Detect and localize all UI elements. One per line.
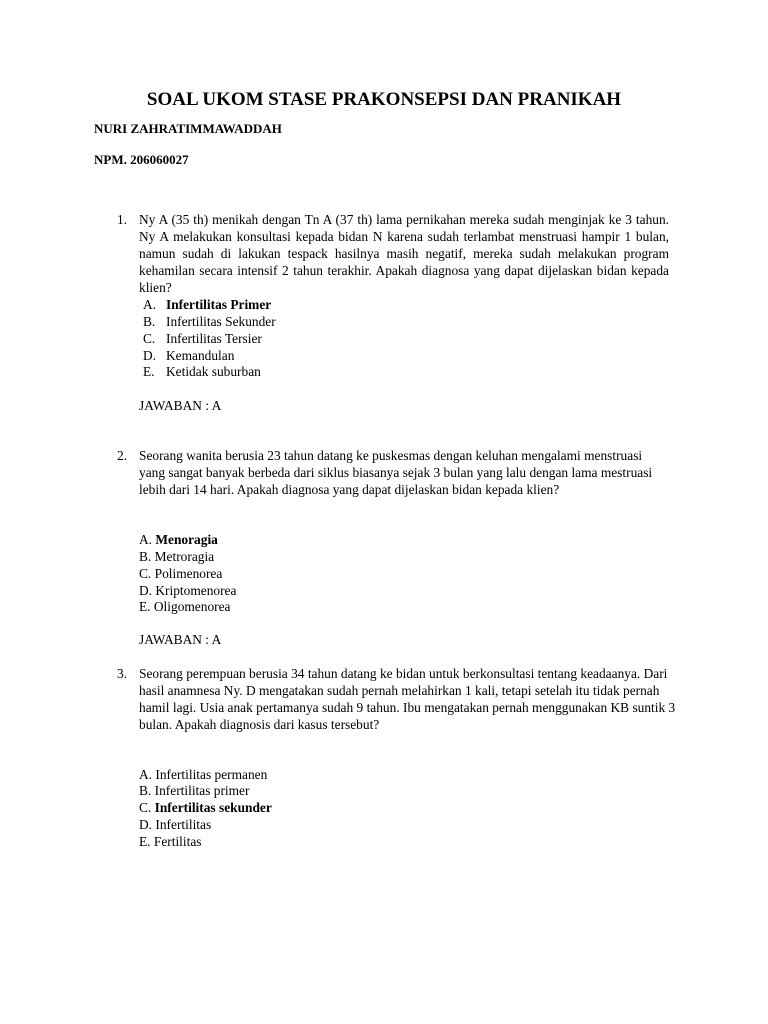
- question-3-option-e: [139, 833, 202, 850]
- option-text: Kemandulan: [166, 348, 235, 363]
- author-name: NURI ZAHRATIMMAWADDAH: [94, 121, 282, 136]
- question-2-text: Seorang wanita berusia 23 tahun datang ke puskesmas dengan keluhan mengalami menstruasi yang sangat banyak berbeda dari siklus biasanya sejak 3 bulan yang lalu dengan lama mestruasi lebih dari 14 hari. Apakah diagnosa yang dapat dijelaskan bidan kepada klien?: [139, 448, 653, 497]
- question-1-option-c: [143, 330, 262, 347]
- option-text: Oligomenorea: [153, 599, 231, 614]
- option-letter: C.: [143, 331, 156, 346]
- question-3-option-a: [139, 766, 267, 783]
- question-1-option-a: [143, 296, 271, 313]
- option-letter: D.: [143, 348, 157, 363]
- question-1-answer: JAWABAN : A: [139, 398, 222, 413]
- option-letter: D.: [139, 583, 153, 598]
- option-letter: B.: [143, 314, 156, 329]
- option-letter: A.: [139, 532, 153, 547]
- option-letter: D.: [139, 817, 153, 832]
- option-text: Infertilitas permanen: [155, 767, 268, 782]
- option-letter: E.: [143, 364, 155, 379]
- question-1-option-b: [143, 313, 276, 330]
- option-text: Kriptomenorea: [155, 583, 237, 598]
- question-2-option-d: [139, 582, 236, 599]
- option-text: Infertilitas primer: [154, 783, 250, 798]
- question-3-option-c: [139, 799, 272, 816]
- option-letter: A.: [139, 767, 153, 782]
- question-3-number: 3.: [117, 666, 128, 681]
- option-text: Metroragia: [154, 549, 215, 564]
- question-1-text: Ny A (35 th) menikah dengan Tn A (37 th) lama pernikahan mereka sudah menginjak ke 3 tahun. Ny A melakukan konsultasi kepada bidan N karena sudah terlambat menstruasi hampir 1 bulan, namun sudah di lakukan tespack hasilnya masih negatif, mereka sudah melakukan program kehamilan secara intensif 2 tahun terakhir. Apakah diagnosa yang dapat dijelaskan bidan kepada klien?: [139, 212, 669, 295]
- student-id: NPM. 206060027: [94, 152, 189, 167]
- option-letter: C.: [139, 800, 152, 815]
- question-1-option-d: [143, 347, 234, 364]
- question-2-option-c: [139, 565, 222, 582]
- question-2-option-a: [139, 531, 218, 548]
- question-3-text: Seorang perempuan berusia 34 tahun datang ke bidan untuk berkonsultasi tentang keadaanya. Dari hasil anamnesa Ny. D mengatakan sudah pernah melahirkan 1 kali, tetapi setelah itu tidak pernah hamil lagi. Usia anak pertamanya sudah 9 tahun. Ibu mengatakan pernah menggunakan KB suntik 3 bulan. Apakah diagnosis dari kasus tersebut?: [139, 666, 676, 732]
- document-title: SOAL UKOM STASE PRAKONSEPSI DAN PRANIKAH: [146, 89, 622, 110]
- question-2-number: 2.: [117, 448, 128, 463]
- option-letter: E.: [139, 599, 151, 614]
- question-3-option-d: [139, 816, 211, 833]
- option-text-correct: Menoragia: [155, 532, 218, 547]
- question-2-option-e: [139, 598, 231, 615]
- option-text-correct: Infertilitas Primer: [166, 297, 272, 312]
- option-letter: B.: [139, 783, 152, 798]
- option-letter: E.: [139, 834, 151, 849]
- option-text: Infertilitas Sekunder: [166, 314, 276, 329]
- question-2-answer: JAWABAN : A: [139, 632, 222, 647]
- option-text: Ketidak suburban: [166, 364, 261, 379]
- option-text: Infertilitas Tersier: [166, 331, 262, 346]
- option-text: Polimenorea: [154, 566, 223, 581]
- option-letter: C.: [139, 566, 152, 581]
- question-3-option-b: [139, 782, 249, 799]
- option-text: Fertilitas: [153, 834, 202, 849]
- question-1-number: 1.: [117, 212, 128, 227]
- option-letter: A.: [143, 297, 157, 312]
- option-text: Infertilitas: [155, 817, 212, 832]
- question-2-option-b: [139, 548, 214, 565]
- option-text-correct: Infertilitas sekunder: [154, 800, 272, 815]
- option-letter: B.: [139, 549, 152, 564]
- question-1-option-e: [143, 363, 261, 380]
